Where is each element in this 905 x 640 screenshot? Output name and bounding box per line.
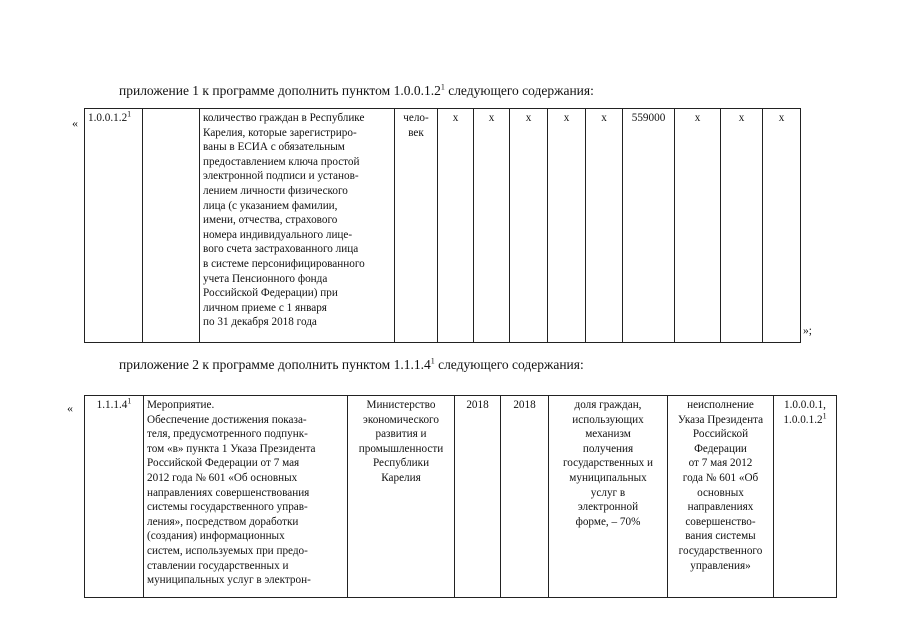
text-line: экономического xyxy=(363,413,439,426)
value-cell: х xyxy=(675,109,721,343)
text-line: основных xyxy=(697,486,744,499)
superscript: 1 xyxy=(440,82,445,92)
text-line: том «в» пункта 1 Указа Президента xyxy=(147,442,316,455)
opening-quote: « xyxy=(72,116,78,130)
text-line: Республики xyxy=(372,457,430,470)
text-line: Обеспечение достижения показа- xyxy=(147,413,307,426)
text-line: век xyxy=(408,126,424,139)
value-cell: х xyxy=(510,109,548,343)
text-line: Карелия xyxy=(381,471,421,484)
text-line: электронной подписи и установ- xyxy=(203,170,359,183)
text-line: лением личности физического xyxy=(203,184,348,197)
text-line: неисполнение xyxy=(687,399,754,411)
paragraph-text: приложение 1 к программе дополнить пунктом 1.0.0.1.2 xyxy=(119,83,441,98)
text-line: доля граждан, xyxy=(574,399,642,411)
paragraph-appendix-1 xyxy=(119,84,594,99)
text-line: теля, предусмотренного подпунк- xyxy=(147,428,308,441)
appendix-2-table xyxy=(84,395,837,598)
closing-quote: »; xyxy=(803,325,812,337)
text-line: года № 601 «Об xyxy=(682,471,759,484)
text-line: учета Пенсионного фонда xyxy=(203,272,328,285)
value-cell: 559000 xyxy=(623,109,675,343)
text-line: Указа Президента xyxy=(677,413,764,426)
text-line: использующих xyxy=(572,413,644,426)
text-line: Министерство xyxy=(366,399,436,411)
linked-indicators-cell xyxy=(774,396,837,598)
linked-code: 1.0.0.1.2 xyxy=(783,413,823,426)
item-code: 1.1.1.4 xyxy=(96,399,128,411)
item-code-cell xyxy=(85,109,143,343)
text-line: ваны в ЕСИА с обязательным xyxy=(203,141,345,154)
value-cell: х xyxy=(438,109,474,343)
text-line: предоставлением ключа простой xyxy=(203,155,360,168)
text-line: количество граждан в Республике xyxy=(203,112,365,124)
item-code-cell xyxy=(85,396,144,598)
value-cell: х xyxy=(763,109,801,343)
text-line: муниципальных услуг в электрон- xyxy=(147,574,311,587)
text-line: личном приеме с 1 января xyxy=(203,301,327,314)
text-line: развития и xyxy=(375,428,427,441)
superscript: 1 xyxy=(127,396,132,406)
text-line: вого счета застрахованного лица xyxy=(203,243,359,256)
text-line: государственного xyxy=(678,544,763,557)
text-line: номера индивидуального лице- xyxy=(203,228,353,241)
text-line: электронной xyxy=(577,501,639,514)
end-year-cell: 2018 xyxy=(501,396,549,598)
text-line: Федерации xyxy=(694,442,747,455)
text-line: Мероприятие. xyxy=(147,399,215,411)
text-line: Российской xyxy=(692,428,749,441)
paragraph-tail: следующего содержания: xyxy=(444,83,594,98)
text-line: совершенство- xyxy=(685,515,756,528)
paragraph-text: приложение 2 к программе дополнить пунктом 1.1.1.4 xyxy=(119,357,431,372)
empty-cell xyxy=(143,109,200,343)
table-row xyxy=(85,109,801,343)
text-line: направлениях совершенствования xyxy=(147,486,310,499)
text-line: Карелия, которые зарегистриро- xyxy=(203,126,357,139)
text-line: системы государственного управ- xyxy=(147,501,308,514)
text-line: (создания) информационных xyxy=(147,530,285,543)
table-row xyxy=(85,396,837,598)
superscript: 1 xyxy=(127,109,132,119)
appendix-1-table xyxy=(84,108,801,343)
text-line: Российской Федерации) при xyxy=(203,287,338,300)
text-line: управления» xyxy=(690,559,751,572)
item-code: 1.0.0.1.2 xyxy=(88,112,128,124)
text-line: ления», посредством доработки xyxy=(147,515,299,528)
value-cell: х xyxy=(474,109,510,343)
text-line: государственных и xyxy=(562,457,654,470)
text-line: механизм xyxy=(585,428,631,441)
text-line: направлениях xyxy=(687,501,754,514)
superscript: 1 xyxy=(430,356,435,366)
text-line: от 7 мая 2012 xyxy=(688,457,753,470)
indicator-name-cell xyxy=(200,109,395,343)
text-line: 2012 года № 601 «Об основных xyxy=(147,471,298,484)
text-line: лица (с указанием фамилии, xyxy=(203,199,338,212)
text-line: получения xyxy=(582,442,634,455)
text-line: форме, – 70% xyxy=(575,515,641,528)
opening-quote: « xyxy=(67,401,73,415)
consequence-cell xyxy=(668,396,774,598)
text-line: Российской Федерации от 7 мая xyxy=(147,457,300,470)
text-line: по 31 декабря 2018 года xyxy=(203,316,317,329)
text-line: услуг в xyxy=(590,486,626,499)
value-cell: х xyxy=(721,109,763,343)
text-line: вания системы xyxy=(685,530,756,543)
expected-result-cell xyxy=(549,396,668,598)
text-line: имени, отчества, страхового xyxy=(203,214,338,227)
text-line: промышленности xyxy=(358,442,444,455)
paragraph-appendix-2 xyxy=(119,358,584,373)
unit-cell xyxy=(395,109,438,343)
start-year-cell: 2018 xyxy=(455,396,501,598)
executor-cell xyxy=(348,396,455,598)
text-line: ставлении государственных и xyxy=(147,559,289,572)
value-cell: х xyxy=(586,109,623,343)
text-line xyxy=(777,410,833,428)
value-cell: х xyxy=(548,109,586,343)
text-line: в системе персонифицированного xyxy=(203,257,365,270)
paragraph-tail: следующего содержания: xyxy=(434,357,584,372)
text-line: 1.0.0.0.1, xyxy=(784,399,826,411)
superscript: 1 xyxy=(822,410,827,420)
event-description-cell xyxy=(144,396,348,598)
text-line: систем, используемых при предо- xyxy=(147,544,308,557)
text-line: чело- xyxy=(403,112,429,124)
text-line: муниципальных xyxy=(569,471,647,484)
